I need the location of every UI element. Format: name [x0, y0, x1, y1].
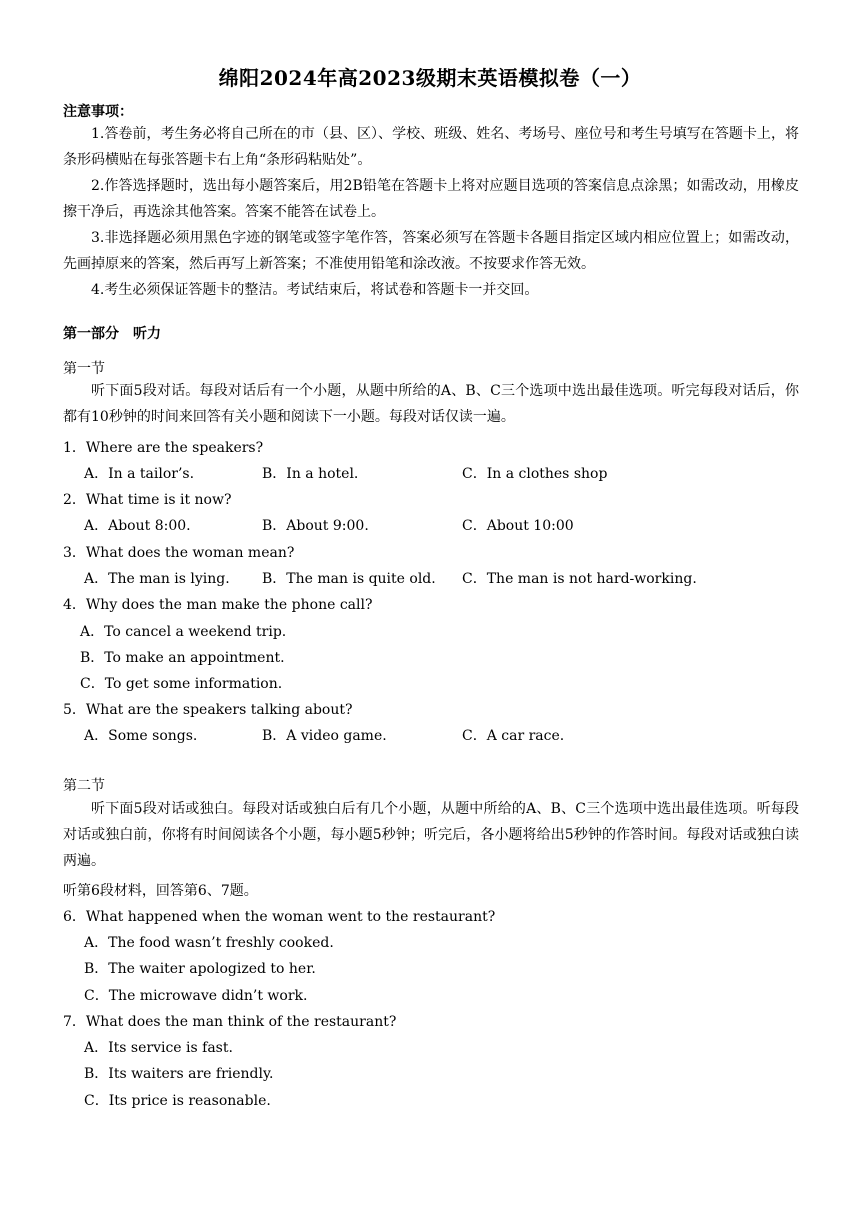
question-7-option-b: B．Its waiters are friendly. — [84, 1066, 274, 1082]
question-7-option-a: A．Its service is fast. — [84, 1040, 233, 1056]
section2-instruction: 听下面5段对话或独白。每段对话或独白后有几个小题，从题中所给的A、B、C三个选项中选出最佳选项。听每段对话或独白前，你将有时间阅读各个小题，每小题5秒钟；听完后，各小题将给出5秒钟的作答时间。每段对话或独白读两遍。 — [63, 801, 799, 869]
question-4-option-a: A．To cancel a weekend trip. — [80, 624, 287, 640]
question-5: 5．What are the speakers talking about? — [63, 702, 353, 718]
question-6-option-a: A．The food wasn’t freshly cooked. — [84, 935, 334, 951]
question-2: 2．What time is it now? — [63, 492, 232, 508]
notice-heading: 注意事项： — [63, 104, 133, 120]
question-4-option-c: C．To get some information. — [80, 676, 283, 692]
notice-item-4: 4.考生必须保证答题卡的整洁。考试结束后，将试卷和答题卡一并交回。 — [91, 282, 539, 298]
notice-item-2: 2.作答选择题时，选出每小题答案后，用2B铅笔在答题卡上将对应题目选项的答案信息点涂黑；如需改动，用橡皮擦干净后，再选涂其他答案。答案不能答在试卷上。 — [63, 178, 799, 220]
question-5-option-b: B．A video game. — [262, 728, 387, 744]
question-5-option-c: C．A car race. — [462, 728, 565, 744]
question-3-option-b: B．The man is quite old. — [262, 571, 436, 587]
part1-title: 第一部分 听力 — [63, 326, 161, 342]
section1-instruction: 听下面5段对话。每段对话后有一个小题，从题中所给的A、B、C三个选项中选出最佳选项。听完每段对话后，你都有10秒钟的时间来回答有关小题和阅读下一小题。每段对话仅读一遍。 — [63, 383, 799, 425]
question-1-option-c: C．In a clothes shop — [462, 466, 608, 482]
question-6-option-b: B．The waiter apologized to her. — [84, 961, 316, 977]
question-2-option-a: A．About 8:00. — [84, 518, 191, 534]
section2-label: 第二节 — [63, 778, 105, 794]
question-6-option-c: C．The microwave didn’t work. — [84, 988, 308, 1004]
question-3-option-a: A．The man is lying. — [84, 571, 230, 587]
question-5-option-a: A．Some songs. — [84, 728, 198, 744]
section1-label: 第一节 — [63, 361, 105, 377]
notice-item-3: 3.非选择题必须用黑色字迹的钢笔或签字笔作答，答案必须写在答题卡各题目指定区域内相应位置上；如需改动，先画掉原来的答案，然后再写上新答案；不准使用铅笔和涂改液。不按要求作答无效。 — [63, 230, 799, 272]
question-1: 1．Where are the speakers? — [63, 440, 264, 456]
question-2-option-b: B．About 9:00. — [262, 518, 369, 534]
question-7-option-c: C．Its price is reasonable. — [84, 1093, 271, 1109]
question-3-option-c: C．The man is not hard-working. — [462, 571, 697, 587]
question-4-option-b: B．To make an appointment. — [80, 650, 285, 666]
question-1-option-b: B．In a hotel. — [262, 466, 359, 482]
question-1-option-a: A．In a tailor’s. — [84, 466, 195, 482]
question-3: 3．What does the woman mean? — [63, 545, 295, 561]
notice-item-1: 1.答卷前，考生务必将自己所在的市（县、区）、学校、班级、姓名、考场号、座位号和考生号填写在答题卡上，将条形码横贴在每张答题卡右上角“条形码粘贴处”。 — [63, 126, 799, 168]
section2-material: 听第6段材料，回答第6、7题。 — [63, 883, 258, 899]
question-2-option-c: C．About 10:00 — [462, 518, 574, 534]
question-6: 6．What happened when the woman went to the restaurant? — [63, 909, 496, 925]
question-7: 7．What does the man think of the restaurant? — [63, 1014, 397, 1030]
page-title: 绵阳2024年高2023级期末英语模拟卷（一） — [218, 66, 642, 90]
question-4: 4．Why does the man make the phone call? — [63, 597, 373, 613]
